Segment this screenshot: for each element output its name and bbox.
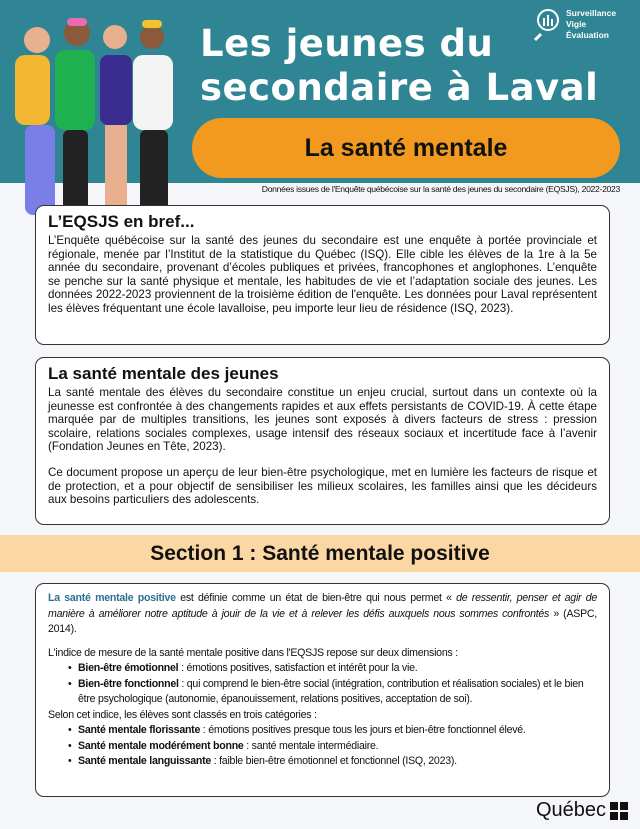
- box-title: La santé mentale des jeunes: [48, 364, 279, 383]
- term: Bien-être émotionnel: [78, 662, 179, 674]
- dimensions-intro: L'indice de mesure de la santé mentale positive dans l'EQSJS repose sur deux dimensions :: [48, 646, 458, 659]
- magnifier-chart-icon: [532, 8, 560, 42]
- term: Bien-être fonctionnel: [78, 677, 179, 690]
- term-text: : qui comprend le bien-être social (intégration, contribution et réalisation sociales) et le bien être psychologique (autonomie, épanouissement, relations positives, acceptation de soi).: [78, 677, 584, 705]
- students-illustration: [5, 15, 185, 230]
- box-text: L’Enquête québécoise sur la santé des jeunes du secondaire est une enquête à portée provinciale et régionale, menée par l’Institut de la statistique du Québec (ISQ). Elle cible les élèves de la 1re à la 5e année du secondaire, provenant d’écoles publiques et privées, francophones et anglophones. L’enquête se penche sur la santé physique et mentale, les habitudes de vie et l’adaptation sociale des jeunes. Les données 2022-2023 proviennent de la troisième édition de l'enquête. Les données pour Laval représentent les élèves fréquentant une école lavalloise, peu importe leur lieu de résidence (ISQ, 2023).: [48, 234, 597, 315]
- list-item: [68, 754, 597, 770]
- title-line-2: secondaire à Laval: [200, 66, 599, 109]
- box-text: La santé mentale des élèves du secondaire constitue un enjeu crucial, surtout dans un contexte où la jeunesse est confrontée à des changements rapides et aux effets persistants de COVID-19. À cette étape marquée par de multiples transitions, les jeunes sont exposés à divers facteurs de stress : pression scolaire, relations sociales complexes, usage intensif des réseaux sociaux et incertitude face à l’avenir (Fondation Jeunes en Tête, 2023).: [48, 386, 597, 454]
- mental-health-box: [35, 357, 610, 525]
- logo-line: Évaluation: [566, 30, 609, 40]
- list-item: [68, 739, 597, 755]
- term: Santé mentale languissante: [78, 755, 212, 767]
- logo-line: Surveillance: [566, 8, 617, 18]
- list-item: [68, 723, 597, 739]
- fleur-de-lis-flag-icon: [610, 802, 628, 820]
- list-item: [68, 677, 597, 708]
- subtitle-pill: La santé mentale: [192, 118, 620, 178]
- sve-logo: [532, 8, 616, 42]
- quebec-logo: [536, 799, 628, 822]
- term-text: : émotions positives, satisfaction et intérêt pour la vie.: [178, 662, 418, 674]
- highlight-term: La santé mentale positive: [48, 592, 176, 604]
- categories-intro: Selon cet indice, les élèves sont classés en trois catégories :: [48, 708, 317, 721]
- quebec-wordmark: Québec: [535, 799, 606, 821]
- list-item: [68, 661, 597, 677]
- term: Santé mentale florissante: [78, 724, 201, 736]
- categories-list: [48, 723, 597, 770]
- positive-mental-health-box: [35, 583, 610, 797]
- definition-quote: de ressentir, penser et agir de manière à améliorer notre aptitude à jouir de la vie et à relever les défis auxquels nous sommes confrontés: [48, 592, 598, 620]
- source-note: Données issues de l'Enquête québécoise sur la santé des jeunes du secondaire (EQSJS), 2022-2023: [261, 184, 620, 194]
- definition: [48, 591, 597, 638]
- definition-end: » (ASPC, 2014).: [48, 607, 597, 635]
- box-text: Ce document propose un aperçu de leur bien-être psychologique, met en lumière les facteurs de risque et de protection, et a pour objectif de sensibiliser les milieux scolaires, les familles ainsi que les décideurs aux besoins particuliers des adolescents.: [48, 465, 597, 507]
- eqsjs-summary-box: [35, 205, 610, 345]
- box-title: L’EQSJS en bref...: [48, 212, 195, 231]
- logo-line: Vigie: [566, 19, 587, 29]
- term: Santé mentale modérément bonne: [78, 739, 244, 752]
- dimensions-list: [48, 661, 597, 708]
- term-text: : faible bien-être émotionnel et fonctionnel (ISQ, 2023).: [211, 755, 457, 767]
- section-heading: Section 1 : Santé mentale positive: [0, 535, 640, 572]
- term-text: : émotions positives presque tous les jours et bien-être fonctionnel élevé.: [200, 724, 526, 736]
- term-text: : santé mentale intermédiaire.: [243, 739, 379, 752]
- definition-text: est définie comme un état de bien-être qui nous permet «: [175, 592, 457, 604]
- title-line-1: Les jeunes du: [200, 22, 494, 65]
